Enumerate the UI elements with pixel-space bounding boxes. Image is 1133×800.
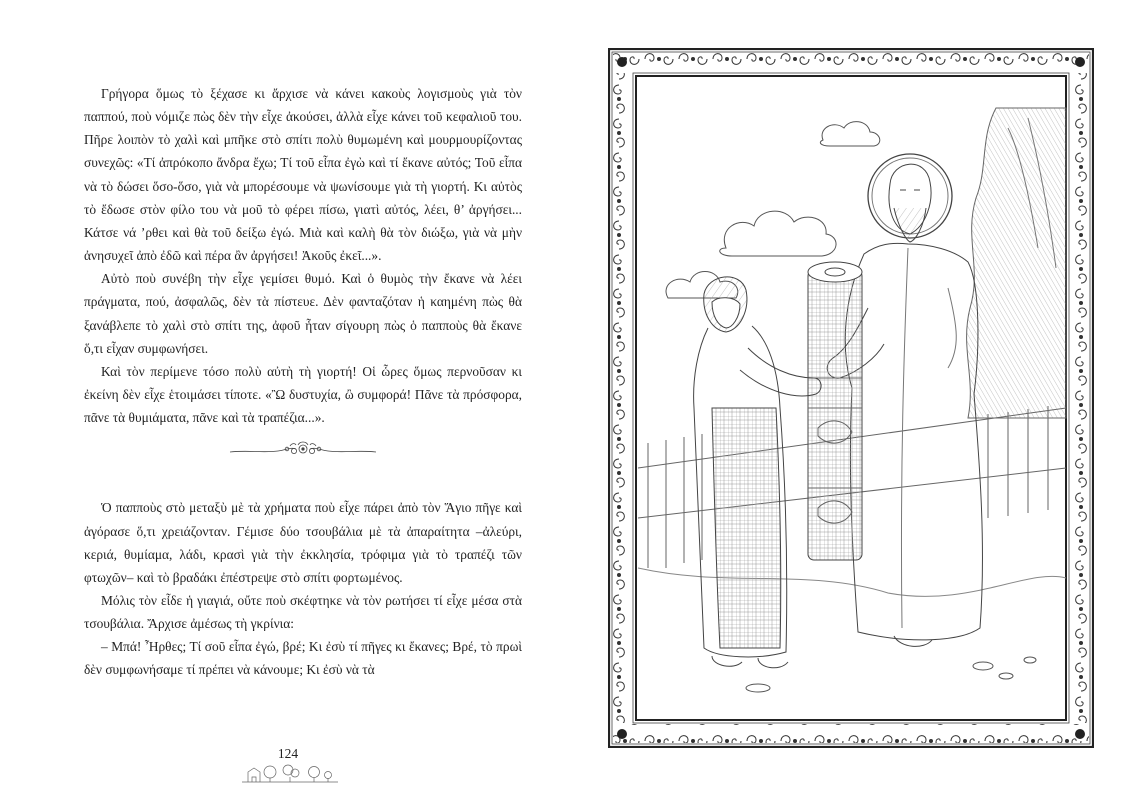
- paragraph-4: Ὁ παπποὺς στὸ μεταξὺ μὲ τὰ χρήματα ποὺ εἶχε πάρει ἀπὸ τὸν Ἅγιο πῆγε καὶ ἀγόρασε ὅ,τι χρειάζονταν. Γέμισε δύο τσουβάλια μὲ τὰ ἀπαραίτητα –ἀλεύρι, κεριά, θυμίαμα, λάδι, κρασὶ γιὰ τὴν ἐκκλησία, τρόφιμα γιὰ τὸ τραπέζι τῶν φτωχῶν– καὶ τὸ βραδάκι ἐπέστρεψε στὸ σπίτι φορτωμένος.: [84, 500, 522, 585]
- section-divider-ornament: [84, 440, 522, 460]
- illustration-svg: [608, 48, 1094, 748]
- page-number: 124: [277, 746, 299, 761]
- illustration-panel: [608, 48, 1094, 748]
- rolled-carpet: [808, 262, 862, 560]
- paragraph-3: Καὶ τὸν περίμενε τόσο πολὺ αὐτὴ τὴ γιορτή! Οἱ ὧρες ὅμως περνοῦσαν κι ἐκείνη δὲν εἶχε ἑτοιμάσει τίποτε. «Ὢ δυστυχία, ὢ συμφορά! Πᾶνε τὰ πρόσφορα, πᾶνε τὰ θυμιάματα, πᾶνε καὶ τὰ τραπέζια...».: [84, 363, 522, 426]
- ground: [638, 568, 1066, 692]
- flourish-icon: [228, 440, 378, 460]
- paragraph-2: Αὐτὸ ποὺ συνέβη τὴν εἶχε γεμίσει θυμό. Καὶ ὁ θυμὸς τὴν ἔκανε νὰ λέει πράγματα, πού, ἀσφαλῶς, δὲν τὰ πίστευε. Δὲν φανταζόταν ἡ καημένη πὼς θὰ ξανάβλεπε τὸ χαλὶ στὸ σπίτι της, ἀφοῦ ἦταν σίγουρη πὼς ὁ παπποὺς θὰ ἔκανε ὅ,τι εἶχαν συμφωνήσει.: [84, 271, 522, 356]
- text-column: [84, 82, 522, 682]
- scene: [638, 108, 1066, 692]
- old-woman-figure: [694, 277, 821, 668]
- landscape-icon: [240, 760, 340, 786]
- paragraph-1: Γρήγορα ὅμως τὸ ξέχασε κι ἄρχισε νὰ κάνει κακοὺς λογισμοὺς γιὰ τὸν παππού, ποὺ νόμιζε πὼς δὲν τὴν εἶχε ἀκούσει, ἀλλὰ εἶχε κάνει τοῦ κεφαλιοῦ του. Πῆρε λοιπὸν τὸ χαλὶ καὶ μπῆκε στὸ σπίτι πολὺ θυμωμένη καὶ μουρμουρίζοντας συνεχῶς: «Τί ἀπρόκοπο ἄνδρα ἔχω; Τί τοῦ εἶπα ἐγὼ καὶ τί ἔκανε αὐτός; Τοῦ εἶπα νὰ τὸ δώσει ὅσο-ὅσο, γιὰ νὰ μπορέσουμε νὰ ψωνίσουμε γιὰ τὴ γιορτή. Κι αὐτὸς τὸ ἔδωσε στὸν φίλο του νὰ μοῦ τὸ φέρει πίσω, γιατὶ αὐτός, λέει, θ’ ἀργήσει... Κάτσε νά ’ρθει καὶ θὰ τοῦ δείξω ἐγώ. Μιὰ καὶ καλὴ θὰ τὸν διώξω, γιὰ νὰ μὴν ἀνησυχεῖ ἀπὸ ἐδῶ καὶ πέρα ἂν ἀργήσει! Ἀκοῦς ἐκεῖ...».: [84, 86, 522, 264]
- tree-icon: [967, 108, 1066, 418]
- paragraph-5: Μόλις τὸν εἶδε ἡ γιαγιά, οὔτε ποὺ σκέφτηκε νὰ τὸν ρωτήσει τί εἶχε μέσα στὰ τσουβάλια. Ἄρχισε ἀμέσως τὴ γκρίνια:: [84, 592, 522, 632]
- footer-landscape-vignette: [240, 760, 340, 791]
- paragraph-6-dialogue: – Μπά! Ἦρθες; Τί σοῦ εἶπα ἐγώ, βρέ; Κι ἐσὺ τί πῆγες κι ἔκανες; Βρέ, τὸ πρωὶ δὲν συμφωνήσαμε τί πρέπει νὰ κάνουμε; Κι ἐσὺ νὰ τὰ: [84, 639, 522, 678]
